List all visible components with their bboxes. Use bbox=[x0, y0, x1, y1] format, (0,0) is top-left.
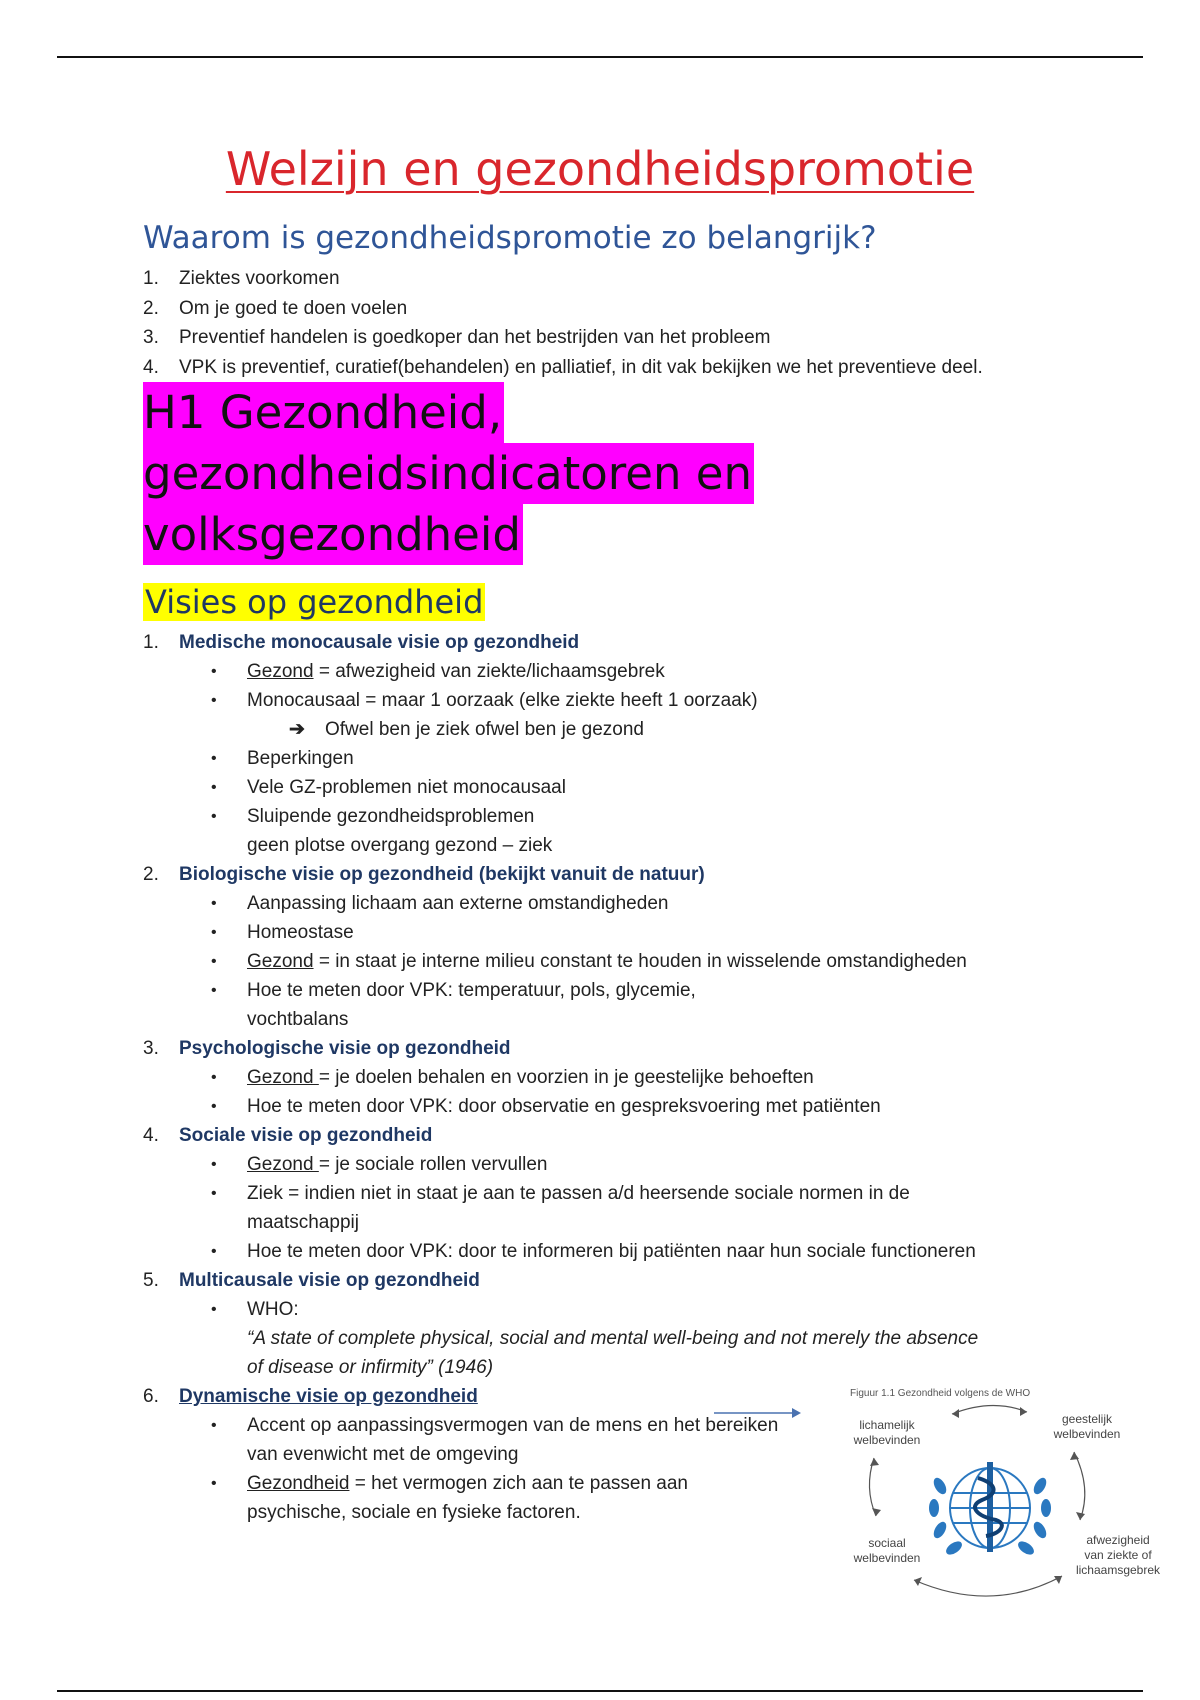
bullet-icon: • bbox=[211, 750, 217, 767]
section-heading bbox=[143, 1266, 1083, 1295]
bullet-icon: • bbox=[211, 808, 217, 825]
bullet-text: Vele GZ-problemen niet monocausaal bbox=[247, 777, 566, 798]
bullet-item bbox=[211, 1295, 1083, 1324]
bullet-icon: • bbox=[211, 1475, 217, 1492]
who-quote: “A state of complete physical, social and mental well-being and not merely the absence bbox=[247, 1328, 979, 1349]
bullet-text: Beperkingen bbox=[247, 748, 354, 769]
bullet-text: Sluipende gezondheidsproblemen bbox=[247, 806, 535, 827]
section-title: Dynamische visie op gezondheid bbox=[179, 1386, 478, 1407]
bullet-item bbox=[211, 1063, 1083, 1092]
term: Gezond bbox=[247, 661, 314, 682]
bullet-icon: • bbox=[211, 1185, 217, 1202]
bullet-item bbox=[211, 686, 1083, 715]
bullet-item bbox=[211, 802, 1083, 831]
bottom-rule bbox=[57, 1690, 1143, 1692]
bullet-item bbox=[211, 889, 1083, 918]
pointer-arrow-icon bbox=[712, 1406, 802, 1420]
section-title: Multicausale visie op gezondheid bbox=[179, 1270, 480, 1291]
intro-heading: Waarom is gezondheidspromotie zo belangrijk? bbox=[143, 220, 877, 256]
section-title: Sociale visie op gezondheid bbox=[179, 1125, 433, 1146]
arrow-text: Ofwel ben je ziek ofwel ben je gezond bbox=[325, 719, 644, 740]
section-number: 4. bbox=[143, 1125, 159, 1146]
bullet-continuation: psychische, sociale en fysieke factoren. bbox=[247, 1502, 581, 1523]
bullet-text: = in staat je interne milieu constant te houden in wisselende omstandigheden bbox=[313, 951, 967, 972]
bullet-icon: • bbox=[211, 779, 217, 796]
top-rule bbox=[57, 56, 1143, 58]
bullet-icon: • bbox=[211, 1069, 217, 1086]
chapter-heading-line: H1 Gezondheid, bbox=[143, 382, 504, 443]
figure-caption: Figuur 1.1 Gezondheid volgens de WHO bbox=[850, 1388, 1031, 1399]
bullet-text: Hoe te meten door VPK: door te informeren bij patiënten naar hun sociale functioneren bbox=[247, 1241, 976, 1262]
figure-graphic bbox=[842, 1388, 1172, 1618]
section-title: Medische monocausale visie op gezondheid bbox=[179, 632, 580, 653]
bullet-icon: • bbox=[211, 895, 217, 912]
term: Gezond bbox=[247, 951, 314, 972]
section-number: 1. bbox=[143, 632, 159, 653]
bullet-item bbox=[211, 947, 1083, 976]
bullet-item bbox=[211, 744, 1083, 773]
arrow-right-icon: ➔ bbox=[289, 719, 305, 740]
section-number: 2. bbox=[143, 864, 159, 885]
term: Gezond bbox=[247, 1067, 319, 1088]
bullet-icon: • bbox=[211, 1417, 217, 1434]
chapter-heading-line: gezondheidsindicatoren en bbox=[143, 443, 754, 504]
section-heading bbox=[143, 860, 1083, 889]
bullet-icon: • bbox=[211, 1098, 217, 1115]
bullet-text: Ziek = indien niet in staat je aan te passen a/d heersende sociale normen in de bbox=[247, 1183, 910, 1204]
bullet-continuation: van evenwicht met de omgeving bbox=[247, 1444, 519, 1465]
arrow-item bbox=[289, 715, 1083, 744]
term: Gezondheid bbox=[247, 1473, 350, 1494]
list-number: 2. bbox=[143, 297, 159, 319]
bullet-icon: • bbox=[211, 692, 217, 709]
visies-heading bbox=[143, 583, 485, 621]
section-heading bbox=[143, 1121, 1083, 1150]
bullet-item bbox=[211, 657, 1083, 686]
list-number: 3. bbox=[143, 327, 159, 348]
bullet-text: Hoe te meten door VPK: door observatie en gespreksvoering met patiënten bbox=[247, 1096, 881, 1117]
who-emblem-icon bbox=[929, 1462, 1051, 1557]
bullet-icon: • bbox=[211, 953, 217, 970]
list-number: 4. bbox=[143, 356, 159, 378]
list-text: Om je goed te doen voelen bbox=[179, 297, 408, 319]
term: Gezond bbox=[247, 1154, 319, 1175]
bullet-icon: • bbox=[211, 1243, 217, 1260]
bullet-text: = afwezigheid van ziekte/lichaamsgebrek bbox=[313, 661, 665, 682]
bullet-icon: • bbox=[211, 924, 217, 941]
list-text: Ziektes voorkomen bbox=[179, 268, 340, 289]
bullet-item bbox=[211, 1092, 1083, 1121]
bullet-item bbox=[211, 976, 1083, 1005]
bullet-icon: • bbox=[211, 982, 217, 999]
bullet-continuation: maatschappij bbox=[247, 1212, 359, 1233]
who-health-figure bbox=[842, 1388, 1172, 1618]
bullet-continuation: geen plotse overgang gezond – ziek bbox=[247, 835, 553, 856]
bullet-item bbox=[211, 1179, 1083, 1208]
list-item bbox=[143, 264, 1083, 294]
bullet-icon: • bbox=[211, 663, 217, 680]
section-heading bbox=[143, 628, 1083, 657]
figure-label-social: sociaal welbevinden bbox=[853, 1536, 921, 1565]
figure-label-mental: geestelijk welbevinden bbox=[1053, 1412, 1121, 1441]
bullet-text: Hoe te meten door VPK: temperatuur, pols, glycemie, bbox=[247, 980, 696, 1001]
figure-label-physical: lichamelijk welbevinden bbox=[853, 1418, 921, 1447]
bullet-text: WHO: bbox=[247, 1299, 299, 1320]
bullet-text: Accent op aanpassingsvermogen van de mens en het bereiken bbox=[247, 1415, 779, 1436]
bullet-text: Monocausaal = maar 1 oorzaak (elke ziekte heeft 1 oorzaak) bbox=[247, 690, 758, 711]
chapter-heading-line: volksgezondheid bbox=[143, 504, 523, 565]
section-title: Biologische visie op gezondheid (bekijkt vanuit de natuur) bbox=[179, 864, 705, 885]
visies-heading-text: Visies op gezondheid bbox=[145, 583, 484, 621]
intro-list bbox=[143, 264, 1083, 382]
bullet-text: Aanpassing lichaam aan externe omstandigheden bbox=[247, 893, 669, 914]
chapter-heading bbox=[143, 382, 1043, 565]
section-number: 3. bbox=[143, 1038, 159, 1059]
bullet-item bbox=[211, 1150, 1083, 1179]
section-heading bbox=[143, 1034, 1083, 1063]
bullet-text: Homeostase bbox=[247, 922, 354, 943]
section-number: 5. bbox=[143, 1270, 159, 1291]
bullet-text: = je doelen behalen en voorzien in je geestelijke behoeften bbox=[318, 1067, 814, 1088]
section-number: 6. bbox=[143, 1386, 159, 1407]
arrowheads-icon bbox=[870, 1407, 1085, 1586]
bullet-icon: • bbox=[211, 1156, 217, 1173]
bullet-item bbox=[211, 1237, 1083, 1266]
page-title: Welzijn en gezondheidspromotie bbox=[225, 142, 975, 196]
list-item bbox=[143, 353, 1083, 383]
figure-label-absence: afwezigheid van ziekte of lichaamsgebrek bbox=[1075, 1533, 1161, 1577]
list-text: VPK is preventief, curatief(behandelen) en palliatief, in dit vak bekijken we het preventieve deel. bbox=[179, 356, 983, 378]
bullet-text: = het vermogen zich aan te passen aan bbox=[349, 1473, 688, 1494]
who-quote: of disease or infirmity” (1946) bbox=[247, 1357, 494, 1378]
list-item bbox=[143, 294, 1083, 324]
bullet-item bbox=[211, 773, 1083, 802]
list-number: 1. bbox=[143, 268, 159, 289]
bullet-icon: • bbox=[211, 1301, 217, 1318]
list-item bbox=[143, 323, 1083, 353]
list-text: Preventief handelen is goedkoper dan het bestrijden van het probleem bbox=[179, 327, 771, 348]
bullet-item bbox=[211, 918, 1083, 947]
bullet-continuation: vochtbalans bbox=[247, 1009, 349, 1030]
section-title: Psychologische visie op gezondheid bbox=[179, 1038, 511, 1059]
bullet-text: = je sociale rollen vervullen bbox=[318, 1154, 548, 1175]
